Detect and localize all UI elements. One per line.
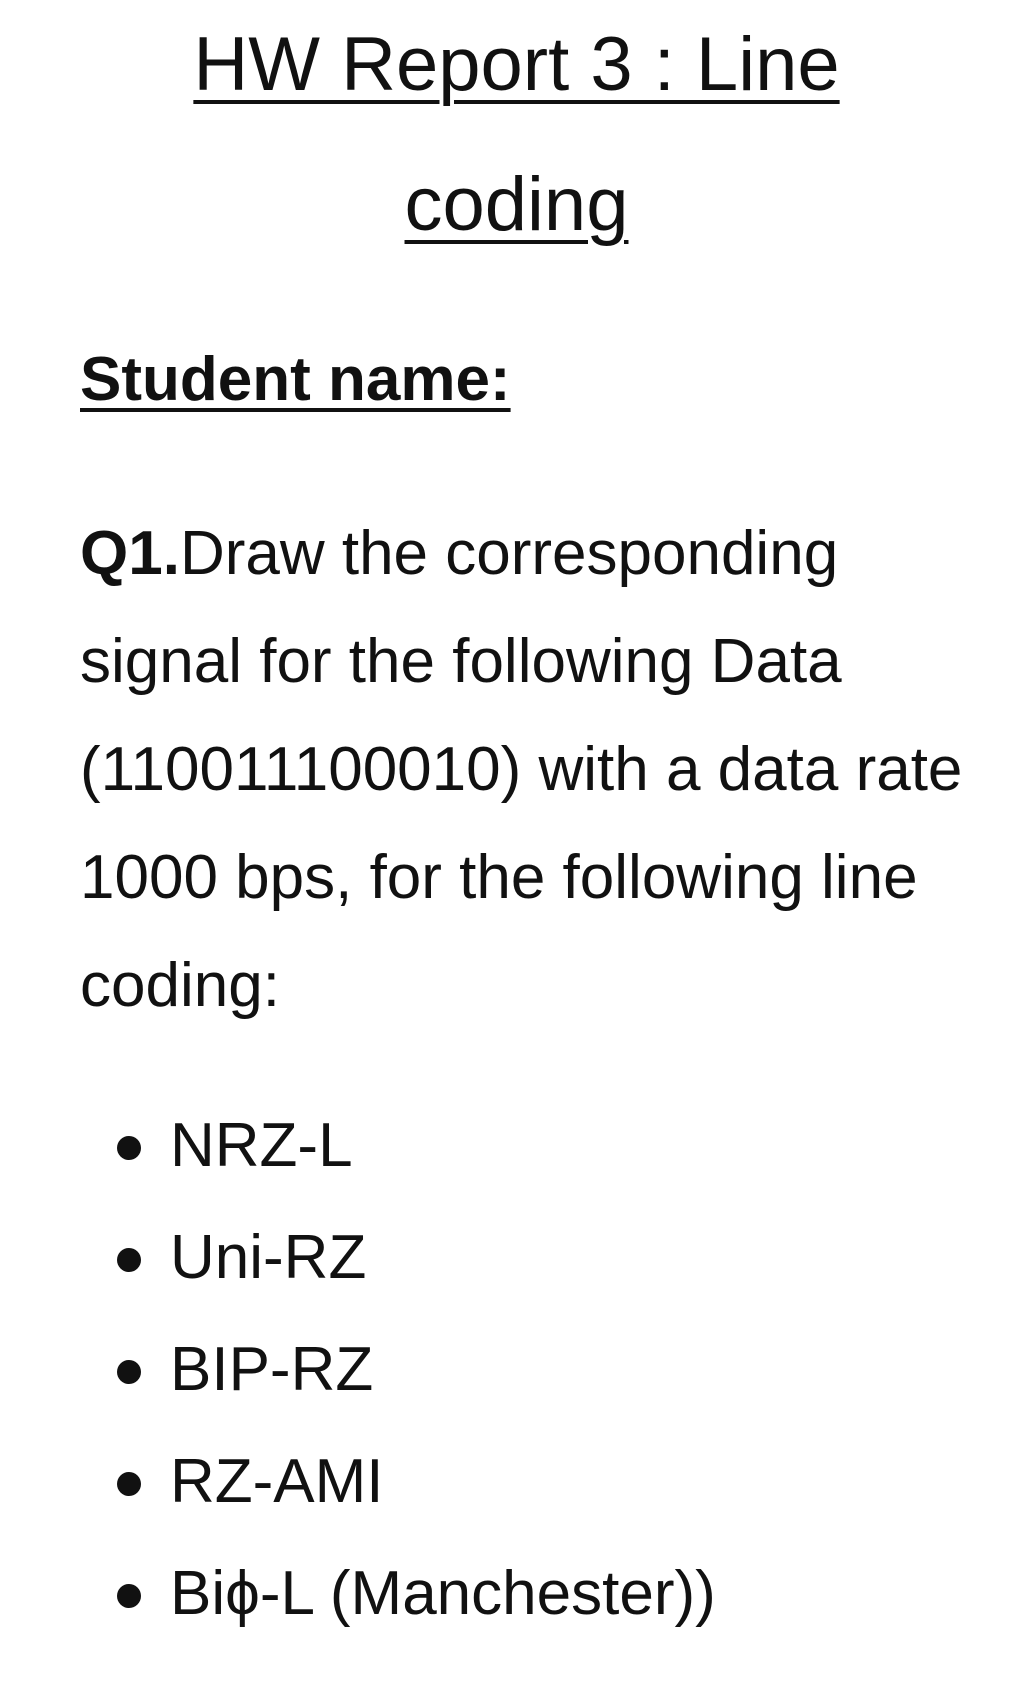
list-item-label: Biϕ-L (Manchester)) — [170, 1559, 716, 1628]
title-line-2: coding — [404, 162, 629, 247]
line-coding-list — [170, 1090, 716, 1650]
student-name-label: Student name: — [80, 345, 511, 414]
bullet-icon — [117, 1360, 141, 1384]
question-text: Draw the corresponding signal for the following Data (110011100010) with a data rate 1000 bps, for the following line coding: — [80, 519, 963, 1020]
bullet-icon — [117, 1584, 141, 1608]
question-1 — [80, 500, 980, 1040]
bullet-icon — [117, 1248, 141, 1272]
list-item — [170, 1202, 716, 1314]
list-item-label: BIP-RZ — [170, 1335, 374, 1404]
list-item — [170, 1426, 716, 1538]
list-item-label: RZ-AMI — [170, 1447, 384, 1516]
bullet-icon — [117, 1136, 141, 1160]
title-line-1: HW Report 3 : Line — [193, 22, 840, 107]
question-number: Q1. — [80, 519, 180, 588]
list-item — [170, 1538, 716, 1650]
list-item — [170, 1314, 716, 1426]
list-item-label: NRZ-L — [170, 1111, 353, 1180]
bullet-icon — [117, 1472, 141, 1496]
list-item — [170, 1090, 716, 1202]
list-item-label: Uni-RZ — [170, 1223, 367, 1292]
